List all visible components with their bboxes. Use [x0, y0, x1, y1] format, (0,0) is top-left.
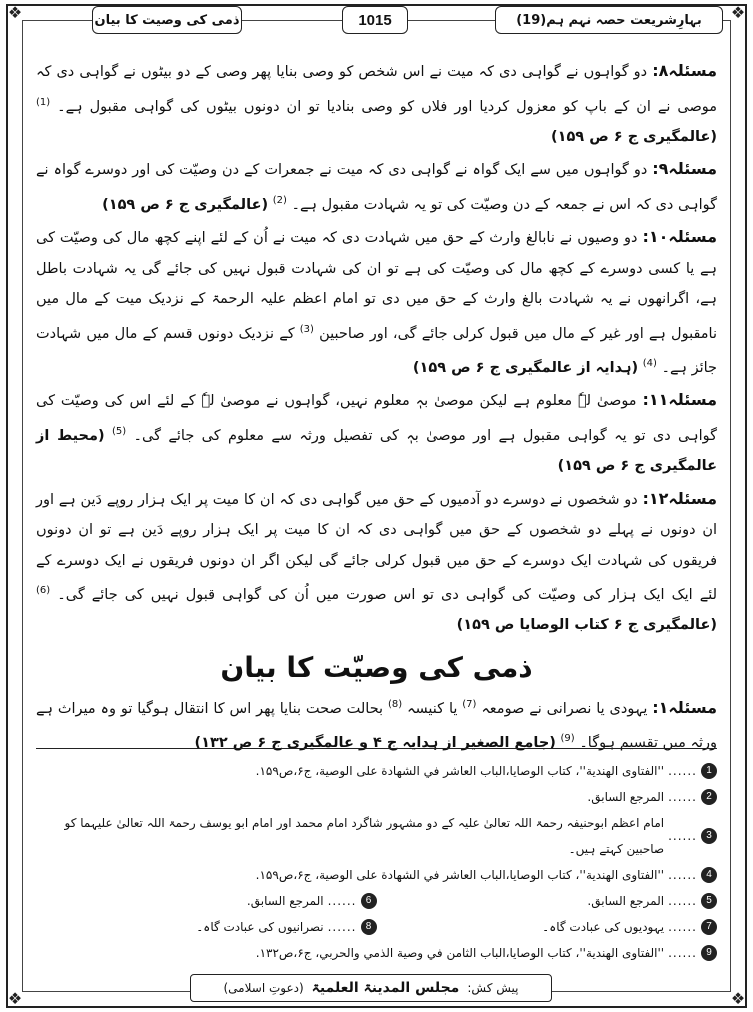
- footnote-divider: [36, 748, 717, 749]
- citation: (ہدایہ از عالمگیری ج ۶ ص ۱۵۹): [412, 359, 639, 376]
- footnote-text: المرجع السابق.: [587, 790, 665, 804]
- footnote-7: 7 ...... یہودیوں کی عبادت گاہ۔: [377, 914, 718, 940]
- footnote-number: 2: [701, 789, 717, 805]
- footnote-2: 2 ...... المرجع السابق.: [36, 784, 717, 810]
- footnote-text: المرجع السابق.: [587, 894, 665, 908]
- main-text: [36, 56, 717, 761]
- footnote-text: ''الفتاوی الهندية''، كتاب الوصايا،الباب الثامن في وصية الذمي والحربي، ج۶،ص۱۳۲.: [255, 946, 665, 960]
- masala-text: دو گواہوں میں سے ایک گواہ نے گواہی دی کہ میت نے جمعرات کے دن وصیّت کی اور دوسرے گواہ نے گواہی دی کہ اس نے جمعہ کے دن وصیّت کی تو یہ شہادت مقبول ہے۔: [36, 162, 717, 213]
- footnote-number: 6: [361, 893, 377, 909]
- footnote-9: 9 ...... ''الفتاوی الهندية''، كتاب الوصايا،الباب الثامن في وصية الذمي والحربي، ج۶،ص۱۳۲.: [36, 940, 717, 966]
- page-number: 1015: [342, 6, 408, 34]
- footnote-number: 3: [701, 828, 717, 844]
- footnote-row: [36, 914, 717, 940]
- masala-text: بحالت صحت بنایا پھر اس کا انتقال ہوگیا تو وہ میراث ہے ورثہ میں تقسیم ہوگا۔: [36, 700, 717, 752]
- ornament-icon: ❖: [730, 989, 746, 1008]
- masala-label: مسئلہ۹:: [652, 159, 718, 179]
- footnote-marker[interactable]: (8): [387, 698, 403, 710]
- footnote-marker[interactable]: (6): [36, 585, 51, 597]
- ornament-icon: ❖: [7, 989, 23, 1008]
- footnote-number: 7: [701, 919, 717, 935]
- footnote-text: امام اعظم ابوحنیفہ رحمۃ اللہ تعالیٰ علیہ کے دو مشہور شاگرد امام محمد اور امام ابو یوسف رحمۃ اللہ تعالیٰ علیہما کو صاحبین کہتے ہیں۔: [64, 816, 665, 856]
- masala-text: کے نزدیک دونوں قسم کے مال میں شہادت جائز ہے۔: [36, 325, 717, 376]
- citation: (عالمگیری ج ۶ کتاب الوصایا ص ۱۵۹): [456, 617, 717, 634]
- masala-label: مسئلہ۱۱:: [642, 390, 717, 410]
- masala-text: دو شخصوں نے دوسرے دو آدمیوں کے حق میں گواہی دی کہ ان کا میت پر ایک ہزار روپے دَین ہے اور ان دونوں نے پہلے دو شخصوں کے حق میں گواہی دی کہ ان کا میت پر ایک ہزار روپے دَین ہے تو ان دونوں فریقوں کی شہادت ایک دوسرے کے حق میں قبول کرلی جائے گی لیکن اگر ان دونوں فریقوں نے ایک دوسرے کے لئے ایک ایک ہزار کی وصیّت کی گواہی دی تو اس صورت میں اُن کی گواہی قبول نہیں کی جائے گی۔: [36, 491, 717, 603]
- footnote-text: ''الفتاوی الهندية''، كتاب الوصايا،الباب العاشر في الشهادة على الوصية، ج۶،ص۱۵۹.: [255, 868, 665, 882]
- book-title: بہارِشریعت حصہ نہم ہم(19): [495, 6, 723, 34]
- masala-label: مسئلہ۱۲:: [642, 488, 718, 508]
- masala-label: مسئلہ۱:: [652, 697, 718, 717]
- footnote-1: 1 ...... ''الفتاوی الهندية''، كتاب الوصايا،الباب العاشر في الشهادة على الوصية، ج۶،ص۱۵۹.: [36, 758, 717, 784]
- citation: (عالمگیری ج ۶ ص ۱۵۹): [102, 196, 269, 213]
- masala-text: موصیٰ لہٗ معلوم ہے لیکن موصیٰ بہٖ معلوم نہیں، گواہوں نے موصیٰ لہٗ کے لئے اس کی وصیّت کی گواہی دی تو یہ گواہی مقبول ہے اور موصیٰ بہٖ کی تفصیل ورثہ سے معلوم کی جائے گی۔: [36, 393, 718, 444]
- masala-11: [36, 385, 717, 481]
- masala-text: یا کنیسہ: [407, 700, 458, 717]
- footnote-row: [36, 888, 717, 914]
- footnote-marker[interactable]: (3): [299, 323, 314, 335]
- footnote-6: 6 ...... المرجع السابق.: [36, 888, 377, 914]
- footnote-marker[interactable]: (2): [272, 194, 287, 206]
- footnote-marker[interactable]: (9): [560, 733, 575, 745]
- masala-text: یہودی یا نصرانی نے صومعہ: [481, 700, 648, 717]
- masala-label: مسئلہ۸:: [652, 61, 718, 80]
- citation: (جامع الصغیر از ہدایہ ج ۴ و عالمگیری ج ۶ ص ۱۳۲): [194, 735, 556, 752]
- footnote-marker[interactable]: (1): [36, 96, 51, 108]
- footnote-marker[interactable]: (5): [111, 425, 127, 437]
- footnote-text: نصرانیوں کی عبادت گاہ۔: [196, 920, 324, 934]
- footnote-number: 8: [361, 919, 377, 935]
- footnote-number: 9: [701, 945, 717, 961]
- masala-8: [36, 56, 717, 152]
- publisher-name: مجلس المدینۃ العلمیۃ: [311, 980, 460, 996]
- section-title: ذمی کی وصیّت کا بیان: [220, 650, 533, 684]
- footnote-text: ''الفتاوی الهندية''، كتاب الوصايا،الباب العاشر في الشهادة على الوصية، ج۶،ص۱۵۹.: [255, 764, 665, 778]
- footnote-text: یہودیوں کی عبادت گاہ۔: [542, 920, 665, 934]
- footnotes: [36, 758, 717, 966]
- chapter-title: ذمی کی وصیت کا بیان: [92, 6, 242, 34]
- footnote-number: 5: [701, 893, 717, 909]
- masala-10: [36, 222, 717, 383]
- masala-text: دو وصیوں نے نابالغ وارث کے حق میں شہادت دی کہ میت نے اُن کے لئے اپنے کچھ مال کی وصیّت کی ہے یا کسی دوسرے کے کچھ مال کی وصیّت کی ہے تو ان کی شہادت قبول نہیں کی جائے گی یہ شہادت باطل ہے، اگرانھوں نے یہ شہادت بالغ وارث کے حق میں دی تو امام اعظم علیہ الرحمۃ کے نزدیک میت کے مال میں نامقبول ہے اور غیر کے مال میں قبول کرلی جائے گی، اور صاحبین: [36, 230, 717, 342]
- footnote-marker[interactable]: (7): [462, 698, 477, 710]
- ornament-icon: ❖: [730, 3, 746, 22]
- footnote-number: 1: [701, 763, 717, 779]
- footnote-4: 4 ...... ''الفتاوی الهندية''، كتاب الوصايا،الباب العاشر في الشهادة على الوصية، ج۶،ص۱۵۹.: [36, 862, 717, 888]
- footnote-text: المرجع السابق.: [246, 894, 324, 908]
- footnote-3: 3 ...... امام اعظم ابوحنیفہ رحمۃ اللہ تعالیٰ علیہ کے دو مشہور شاگرد امام محمد اور امام ابو یوسف رحمۃ اللہ تعالیٰ علیہما کو صاحبین کہتے ہیں۔: [36, 810, 717, 862]
- citation: (محیط از عالمگیری ج ۶ ص ۱۵۹): [36, 427, 717, 475]
- footnote-marker[interactable]: (4): [642, 357, 657, 369]
- footnote-number: 4: [701, 867, 717, 883]
- masala-12: [36, 484, 717, 641]
- publisher-subtitle: (دعوتِ اسلامی): [223, 981, 304, 995]
- citation: (عالمگیری ج ۶ ص ۱۵۹): [550, 128, 717, 145]
- footnote-5: 5 ...... المرجع السابق.: [377, 888, 718, 914]
- masala-text: دو گواہوں نے گواہی دی کہ میت نے اس شخص کو وصی بنایا پھر وصی کے دو بیٹوں نے گواہی دی کہ موصی نے ان کے باپ کو معزول کردیا اور فلاں کو وصی بنادیا تو ان دونوں بیٹوں کی گواہی مقبول ہے۔: [36, 64, 718, 115]
- ornament-icon: ❖: [7, 3, 23, 22]
- masala-label: مسئلہ۱۰:: [642, 227, 717, 247]
- footnote-8: 8 ...... نصرانیوں کی عبادت گاہ۔: [36, 914, 377, 940]
- publisher-footer: [190, 974, 552, 1002]
- footer-label: پیش کش:: [467, 981, 519, 995]
- masala-9: [36, 154, 717, 220]
